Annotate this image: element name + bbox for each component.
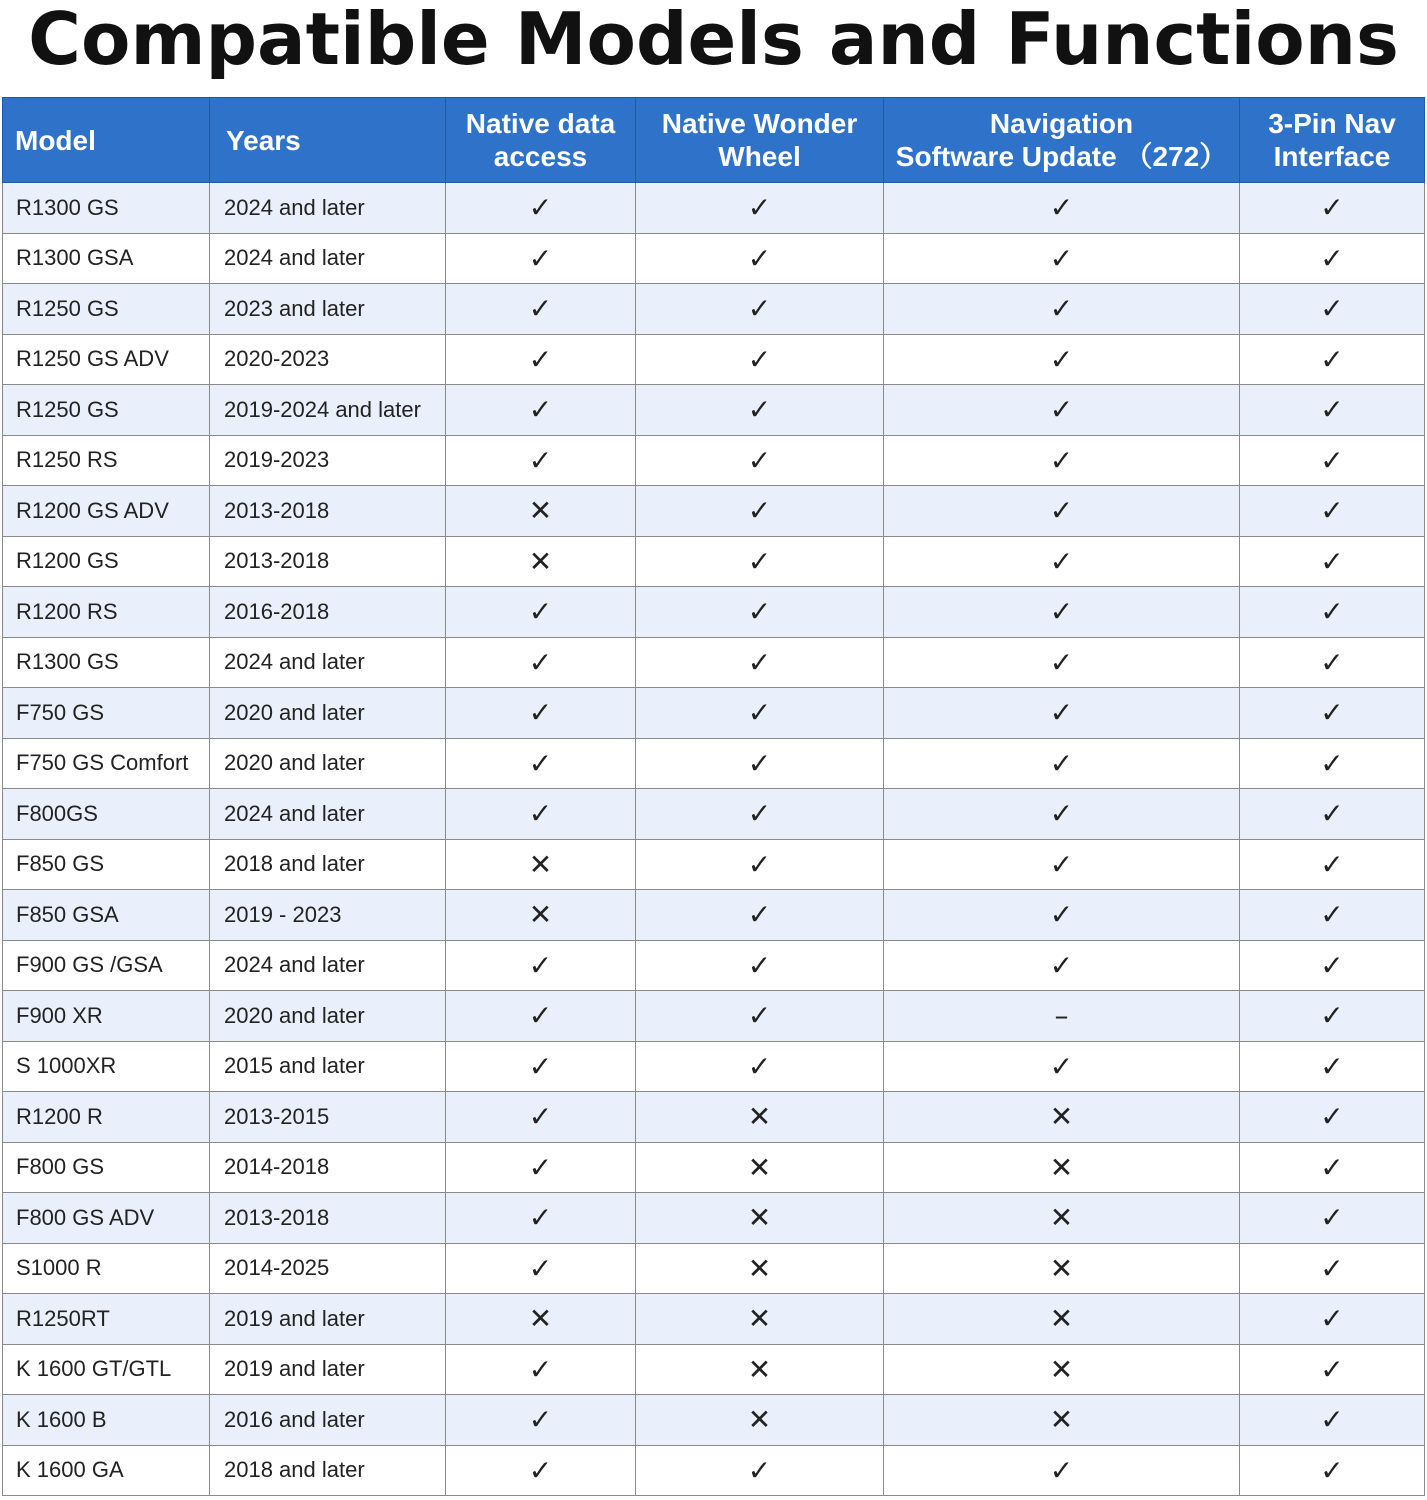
table-row (3, 1193, 1425, 1244)
years-cell: 2020 and later (210, 991, 446, 1042)
native-wonder-wheel-mark: ✕ (636, 1092, 884, 1143)
model-cell: F750 GS Comfort (3, 738, 210, 789)
header-native-data-access (446, 98, 636, 183)
model-cell: F900 XR (3, 991, 210, 1042)
header-native-wonder-wheel (636, 98, 884, 183)
navigation-update-mark: ✓ (884, 284, 1240, 335)
native-data-access-mark: ✓ (446, 233, 636, 284)
table-row (3, 536, 1425, 587)
years-cell: 2019 and later (210, 1344, 446, 1395)
pin-nav-interface-mark: ✓ (1240, 839, 1425, 890)
native-wonder-wheel-mark: ✓ (636, 1041, 884, 1092)
years-cell: 2024 and later (210, 637, 446, 688)
table-row (3, 334, 1425, 385)
header-native-data-line2: access (493, 141, 588, 172)
native-wonder-wheel-mark: ✕ (636, 1344, 884, 1395)
years-cell: 2014-2025 (210, 1243, 446, 1294)
table-row (3, 1294, 1425, 1345)
table-row (3, 435, 1425, 486)
navigation-update-mark: ✓ (884, 789, 1240, 840)
years-cell: 2019 and later (210, 1294, 446, 1345)
navigation-update-mark: ✓ (884, 183, 1240, 234)
native-data-access-mark: ✓ (446, 738, 636, 789)
native-wonder-wheel-mark: ✕ (636, 1142, 884, 1193)
years-cell: 2024 and later (210, 183, 446, 234)
navigation-update-mark: ✓ (884, 839, 1240, 890)
table-header-row (3, 98, 1425, 183)
pin-nav-interface-mark: ✓ (1240, 1243, 1425, 1294)
native-data-access-mark: ✓ (446, 334, 636, 385)
pin-nav-interface-mark: ✓ (1240, 991, 1425, 1042)
pin-nav-interface-mark: ✓ (1240, 385, 1425, 436)
navigation-update-mark: ✓ (884, 738, 1240, 789)
model-cell: F800 GS (3, 1142, 210, 1193)
years-cell: 2020-2023 (210, 334, 446, 385)
model-cell: R1200 RS (3, 587, 210, 638)
native-wonder-wheel-mark: ✓ (636, 991, 884, 1042)
native-wonder-wheel-mark: ✓ (636, 688, 884, 739)
years-cell: 2020 and later (210, 738, 446, 789)
model-cell: F900 GS /GSA (3, 940, 210, 991)
native-data-access-mark: ✓ (446, 1243, 636, 1294)
pin-nav-interface-mark: ✓ (1240, 1193, 1425, 1244)
native-wonder-wheel-mark: ✓ (636, 839, 884, 890)
table-row (3, 1344, 1425, 1395)
native-data-access-mark: ✕ (446, 1294, 636, 1345)
native-data-access-mark: ✓ (446, 1445, 636, 1496)
native-data-access-mark: ✓ (446, 587, 636, 638)
pin-nav-interface-mark: ✓ (1240, 1344, 1425, 1395)
native-data-access-mark: ✓ (446, 688, 636, 739)
navigation-update-mark: ✕ (884, 1395, 1240, 1446)
native-wonder-wheel-mark: ✕ (636, 1243, 884, 1294)
pin-nav-interface-mark: ✓ (1240, 486, 1425, 537)
native-data-access-mark: ✓ (446, 940, 636, 991)
years-cell: 2015 and later (210, 1041, 446, 1092)
native-wonder-wheel-mark: ✕ (636, 1294, 884, 1345)
native-data-access-mark: ✓ (446, 183, 636, 234)
pin-nav-interface-mark: ✓ (1240, 1445, 1425, 1496)
pin-nav-interface-mark: ✓ (1240, 284, 1425, 335)
model-cell: R1300 GSA (3, 233, 210, 284)
native-data-access-mark: ✕ (446, 486, 636, 537)
native-wonder-wheel-mark: ✓ (636, 486, 884, 537)
navigation-update-mark: ✓ (884, 536, 1240, 587)
native-wonder-wheel-mark: ✓ (636, 536, 884, 587)
pin-nav-interface-mark: ✓ (1240, 334, 1425, 385)
page-title: Compatible Models and Functions (28, 0, 1399, 81)
years-cell: 2024 and later (210, 233, 446, 284)
header-nav-update-line1: Navigation (989, 108, 1134, 139)
years-cell: 2013-2018 (210, 486, 446, 537)
pin-nav-interface-mark: ✓ (1240, 1142, 1425, 1193)
model-cell: K 1600 GT/GTL (3, 1344, 210, 1395)
years-cell: 2013-2015 (210, 1092, 446, 1143)
model-cell: S 1000XR (3, 1041, 210, 1092)
years-cell: 2018 and later (210, 839, 446, 890)
years-cell: 2014-2018 (210, 1142, 446, 1193)
native-data-access-mark: ✓ (446, 1092, 636, 1143)
native-wonder-wheel-mark: ✓ (636, 789, 884, 840)
native-wonder-wheel-mark: ✕ (636, 1193, 884, 1244)
native-data-access-mark: ✓ (446, 1395, 636, 1446)
model-cell: R1250 RS (3, 435, 210, 486)
pin-nav-interface-mark: ✓ (1240, 1395, 1425, 1446)
navigation-update-mark: ✓ (884, 334, 1240, 385)
navigation-update-mark: ✓ (884, 385, 1240, 436)
pin-nav-interface-mark: ✓ (1240, 738, 1425, 789)
pin-nav-interface-mark: ✓ (1240, 940, 1425, 991)
native-data-access-mark: ✕ (446, 536, 636, 587)
model-cell: R1300 GS (3, 637, 210, 688)
navigation-update-mark: ✓ (884, 1445, 1240, 1496)
table-row (3, 1395, 1425, 1446)
native-wonder-wheel-mark: ✓ (636, 284, 884, 335)
native-wonder-wheel-mark: ✓ (636, 587, 884, 638)
navigation-update-mark: ✕ (884, 1092, 1240, 1143)
model-cell: R1300 GS (3, 183, 210, 234)
table-row (3, 789, 1425, 840)
pin-nav-interface-mark: ✓ (1240, 890, 1425, 941)
native-data-access-mark: ✓ (446, 1142, 636, 1193)
table-row (3, 1445, 1425, 1496)
pin-nav-interface-mark: ✓ (1240, 183, 1425, 234)
header-model: Model (3, 98, 210, 183)
pin-nav-interface-mark: ✓ (1240, 1092, 1425, 1143)
pin-nav-interface-mark: ✓ (1240, 536, 1425, 587)
years-cell: 2016-2018 (210, 587, 446, 638)
table-row (3, 738, 1425, 789)
model-cell: F850 GS (3, 839, 210, 890)
table-row (3, 486, 1425, 537)
native-data-access-mark: ✓ (446, 789, 636, 840)
table-row (3, 940, 1425, 991)
native-data-access-mark: ✓ (446, 385, 636, 436)
pin-nav-interface-mark: ✓ (1240, 789, 1425, 840)
native-wonder-wheel-mark: ✕ (636, 1395, 884, 1446)
native-wonder-wheel-mark: ✓ (636, 183, 884, 234)
native-data-access-mark: ✕ (446, 890, 636, 941)
navigation-update-mark: ✓ (884, 1041, 1240, 1092)
years-cell: 2018 and later (210, 1445, 446, 1496)
native-data-access-mark: ✕ (446, 839, 636, 890)
navigation-update-mark: ✕ (884, 1344, 1240, 1395)
years-cell: 2019 - 2023 (210, 890, 446, 941)
model-cell: F800GS (3, 789, 210, 840)
table-row (3, 385, 1425, 436)
pin-nav-interface-mark: ✓ (1240, 233, 1425, 284)
table-row (3, 1142, 1425, 1193)
navigation-update-mark: ✓ (884, 486, 1240, 537)
model-cell: K 1600 GA (3, 1445, 210, 1496)
native-data-access-mark: ✓ (446, 991, 636, 1042)
header-wonder-wheel-line2: Wheel (718, 141, 801, 172)
navigation-update-mark: ✓ (884, 587, 1240, 638)
navigation-update-mark: ✕ (884, 1142, 1240, 1193)
years-cell: 2020 and later (210, 688, 446, 739)
header-wonder-wheel-line1: Native Wonder (661, 108, 858, 139)
model-cell: F800 GS ADV (3, 1193, 210, 1244)
years-cell: 2023 and later (210, 284, 446, 335)
header-years: Years (210, 98, 446, 183)
header-native-data-line1: Native data (465, 108, 616, 139)
pin-nav-interface-mark: ✓ (1240, 637, 1425, 688)
years-cell: 2013-2018 (210, 1193, 446, 1244)
pin-nav-interface-mark: ✓ (1240, 1041, 1425, 1092)
years-cell: 2024 and later (210, 789, 446, 840)
navigation-update-mark: – (884, 991, 1240, 1042)
native-wonder-wheel-mark: ✓ (636, 1445, 884, 1496)
native-data-access-mark: ✓ (446, 284, 636, 335)
compatibility-table (2, 97, 1425, 1496)
navigation-update-mark: ✕ (884, 1243, 1240, 1294)
navigation-update-mark: ✕ (884, 1294, 1240, 1345)
header-navigation-software-update (884, 98, 1240, 183)
model-cell: R1200 GS (3, 536, 210, 587)
table-row (3, 1041, 1425, 1092)
years-cell: 2019-2024 and later (210, 385, 446, 436)
navigation-update-mark: ✓ (884, 637, 1240, 688)
native-wonder-wheel-mark: ✓ (636, 940, 884, 991)
years-cell: 2016 and later (210, 1395, 446, 1446)
navigation-update-mark: ✓ (884, 940, 1240, 991)
model-cell: S1000 R (3, 1243, 210, 1294)
native-wonder-wheel-mark: ✓ (636, 385, 884, 436)
table-row (3, 284, 1425, 335)
native-data-access-mark: ✓ (446, 1193, 636, 1244)
header-nav-update-line2: Software Update （272） (895, 141, 1228, 172)
navigation-update-mark: ✓ (884, 890, 1240, 941)
pin-nav-interface-mark: ✓ (1240, 688, 1425, 739)
model-cell: R1250RT (3, 1294, 210, 1345)
model-cell: F850 GSA (3, 890, 210, 941)
model-cell: R1250 GS ADV (3, 334, 210, 385)
table-row (3, 688, 1425, 739)
table-row (3, 233, 1425, 284)
native-wonder-wheel-mark: ✓ (636, 233, 884, 284)
navigation-update-mark: ✕ (884, 1193, 1240, 1244)
native-data-access-mark: ✓ (446, 1344, 636, 1395)
header-pin-nav-line2: Interface (1273, 141, 1391, 172)
pin-nav-interface-mark: ✓ (1240, 587, 1425, 638)
model-cell: R1250 GS (3, 385, 210, 436)
years-cell: 2024 and later (210, 940, 446, 991)
table-row (3, 1243, 1425, 1294)
table-row (3, 839, 1425, 890)
pin-nav-interface-mark: ✓ (1240, 435, 1425, 486)
years-cell: 2019-2023 (210, 435, 446, 486)
table-row (3, 183, 1425, 234)
model-cell: K 1600 B (3, 1395, 210, 1446)
table-row (3, 1092, 1425, 1143)
native-data-access-mark: ✓ (446, 1041, 636, 1092)
table-row (3, 890, 1425, 941)
header-pin-nav-line1: 3-Pin Nav (1268, 108, 1396, 139)
table-row (3, 991, 1425, 1042)
navigation-update-mark: ✓ (884, 688, 1240, 739)
native-wonder-wheel-mark: ✓ (636, 890, 884, 941)
table-row (3, 587, 1425, 638)
native-wonder-wheel-mark: ✓ (636, 435, 884, 486)
table-row (3, 637, 1425, 688)
model-cell: R1200 GS ADV (3, 486, 210, 537)
native-data-access-mark: ✓ (446, 435, 636, 486)
navigation-update-mark: ✓ (884, 435, 1240, 486)
model-cell: R1200 R (3, 1092, 210, 1143)
native-wonder-wheel-mark: ✓ (636, 738, 884, 789)
native-wonder-wheel-mark: ✓ (636, 637, 884, 688)
navigation-update-mark: ✓ (884, 233, 1240, 284)
table-body (3, 183, 1425, 1496)
native-wonder-wheel-mark: ✓ (636, 334, 884, 385)
model-cell: F750 GS (3, 688, 210, 739)
pin-nav-interface-mark: ✓ (1240, 1294, 1425, 1345)
native-data-access-mark: ✓ (446, 637, 636, 688)
years-cell: 2013-2018 (210, 536, 446, 587)
header-3-pin-nav-interface (1240, 98, 1425, 183)
model-cell: R1250 GS (3, 284, 210, 335)
